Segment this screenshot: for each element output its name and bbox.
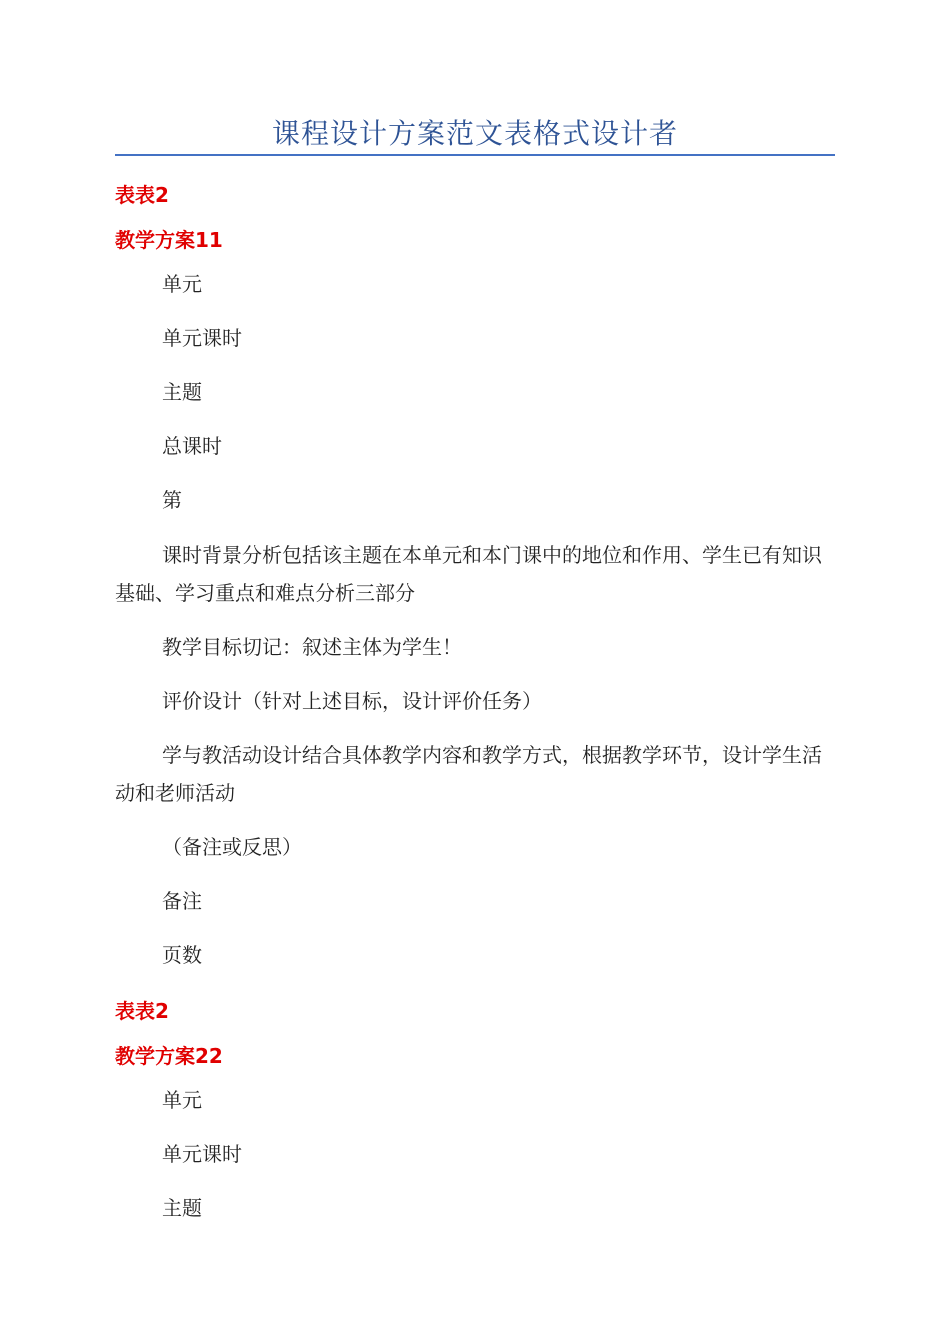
section-1-item-topic: 主题 bbox=[162, 380, 202, 404]
section-2-item-unit: 单元 bbox=[162, 1088, 202, 1112]
section-1-item-unit-hours: 单元课时 bbox=[162, 326, 242, 350]
section-1-item-number: 第 bbox=[162, 488, 182, 512]
title-underline bbox=[115, 154, 835, 156]
document-title: 课程设计方案范文表格式设计者 bbox=[271, 117, 678, 150]
section-1-item-activity-design: 学与教活动设计结合具体教学内容和教学方式，根据教学环节，设计学生活动和老师活动 bbox=[115, 743, 822, 805]
section-2-plan-label: 教学方案22 bbox=[115, 1044, 223, 1068]
section-1-plan-label: 教学方案11 bbox=[115, 228, 223, 252]
section-1-table-label: 表表2 bbox=[115, 183, 169, 207]
section-1-item-evaluation-design: 评价设计（针对上述目标，设计评价任务） bbox=[162, 689, 542, 713]
section-1-item-page-count: 页数 bbox=[162, 943, 202, 967]
section-1-item-remarks-reflection: （备注或反思） bbox=[162, 835, 302, 859]
section-1-item-teaching-goals: 教学目标切记：叙述主体为学生！ bbox=[162, 635, 462, 659]
section-2-item-topic: 主题 bbox=[162, 1196, 202, 1220]
section-1-item-remarks: 备注 bbox=[162, 889, 202, 913]
section-2-item-unit-hours: 单元课时 bbox=[162, 1142, 242, 1166]
section-1-item-background-analysis: 课时背景分析包括该主题在本单元和本门课中的地位和作用、学生已有知识基础、学习重点和难点分析三部分 bbox=[115, 543, 822, 605]
section-1-item-unit: 单元 bbox=[162, 272, 202, 296]
section-1-item-total-hours: 总课时 bbox=[162, 434, 222, 458]
section-2-table-label: 表表2 bbox=[115, 999, 169, 1023]
